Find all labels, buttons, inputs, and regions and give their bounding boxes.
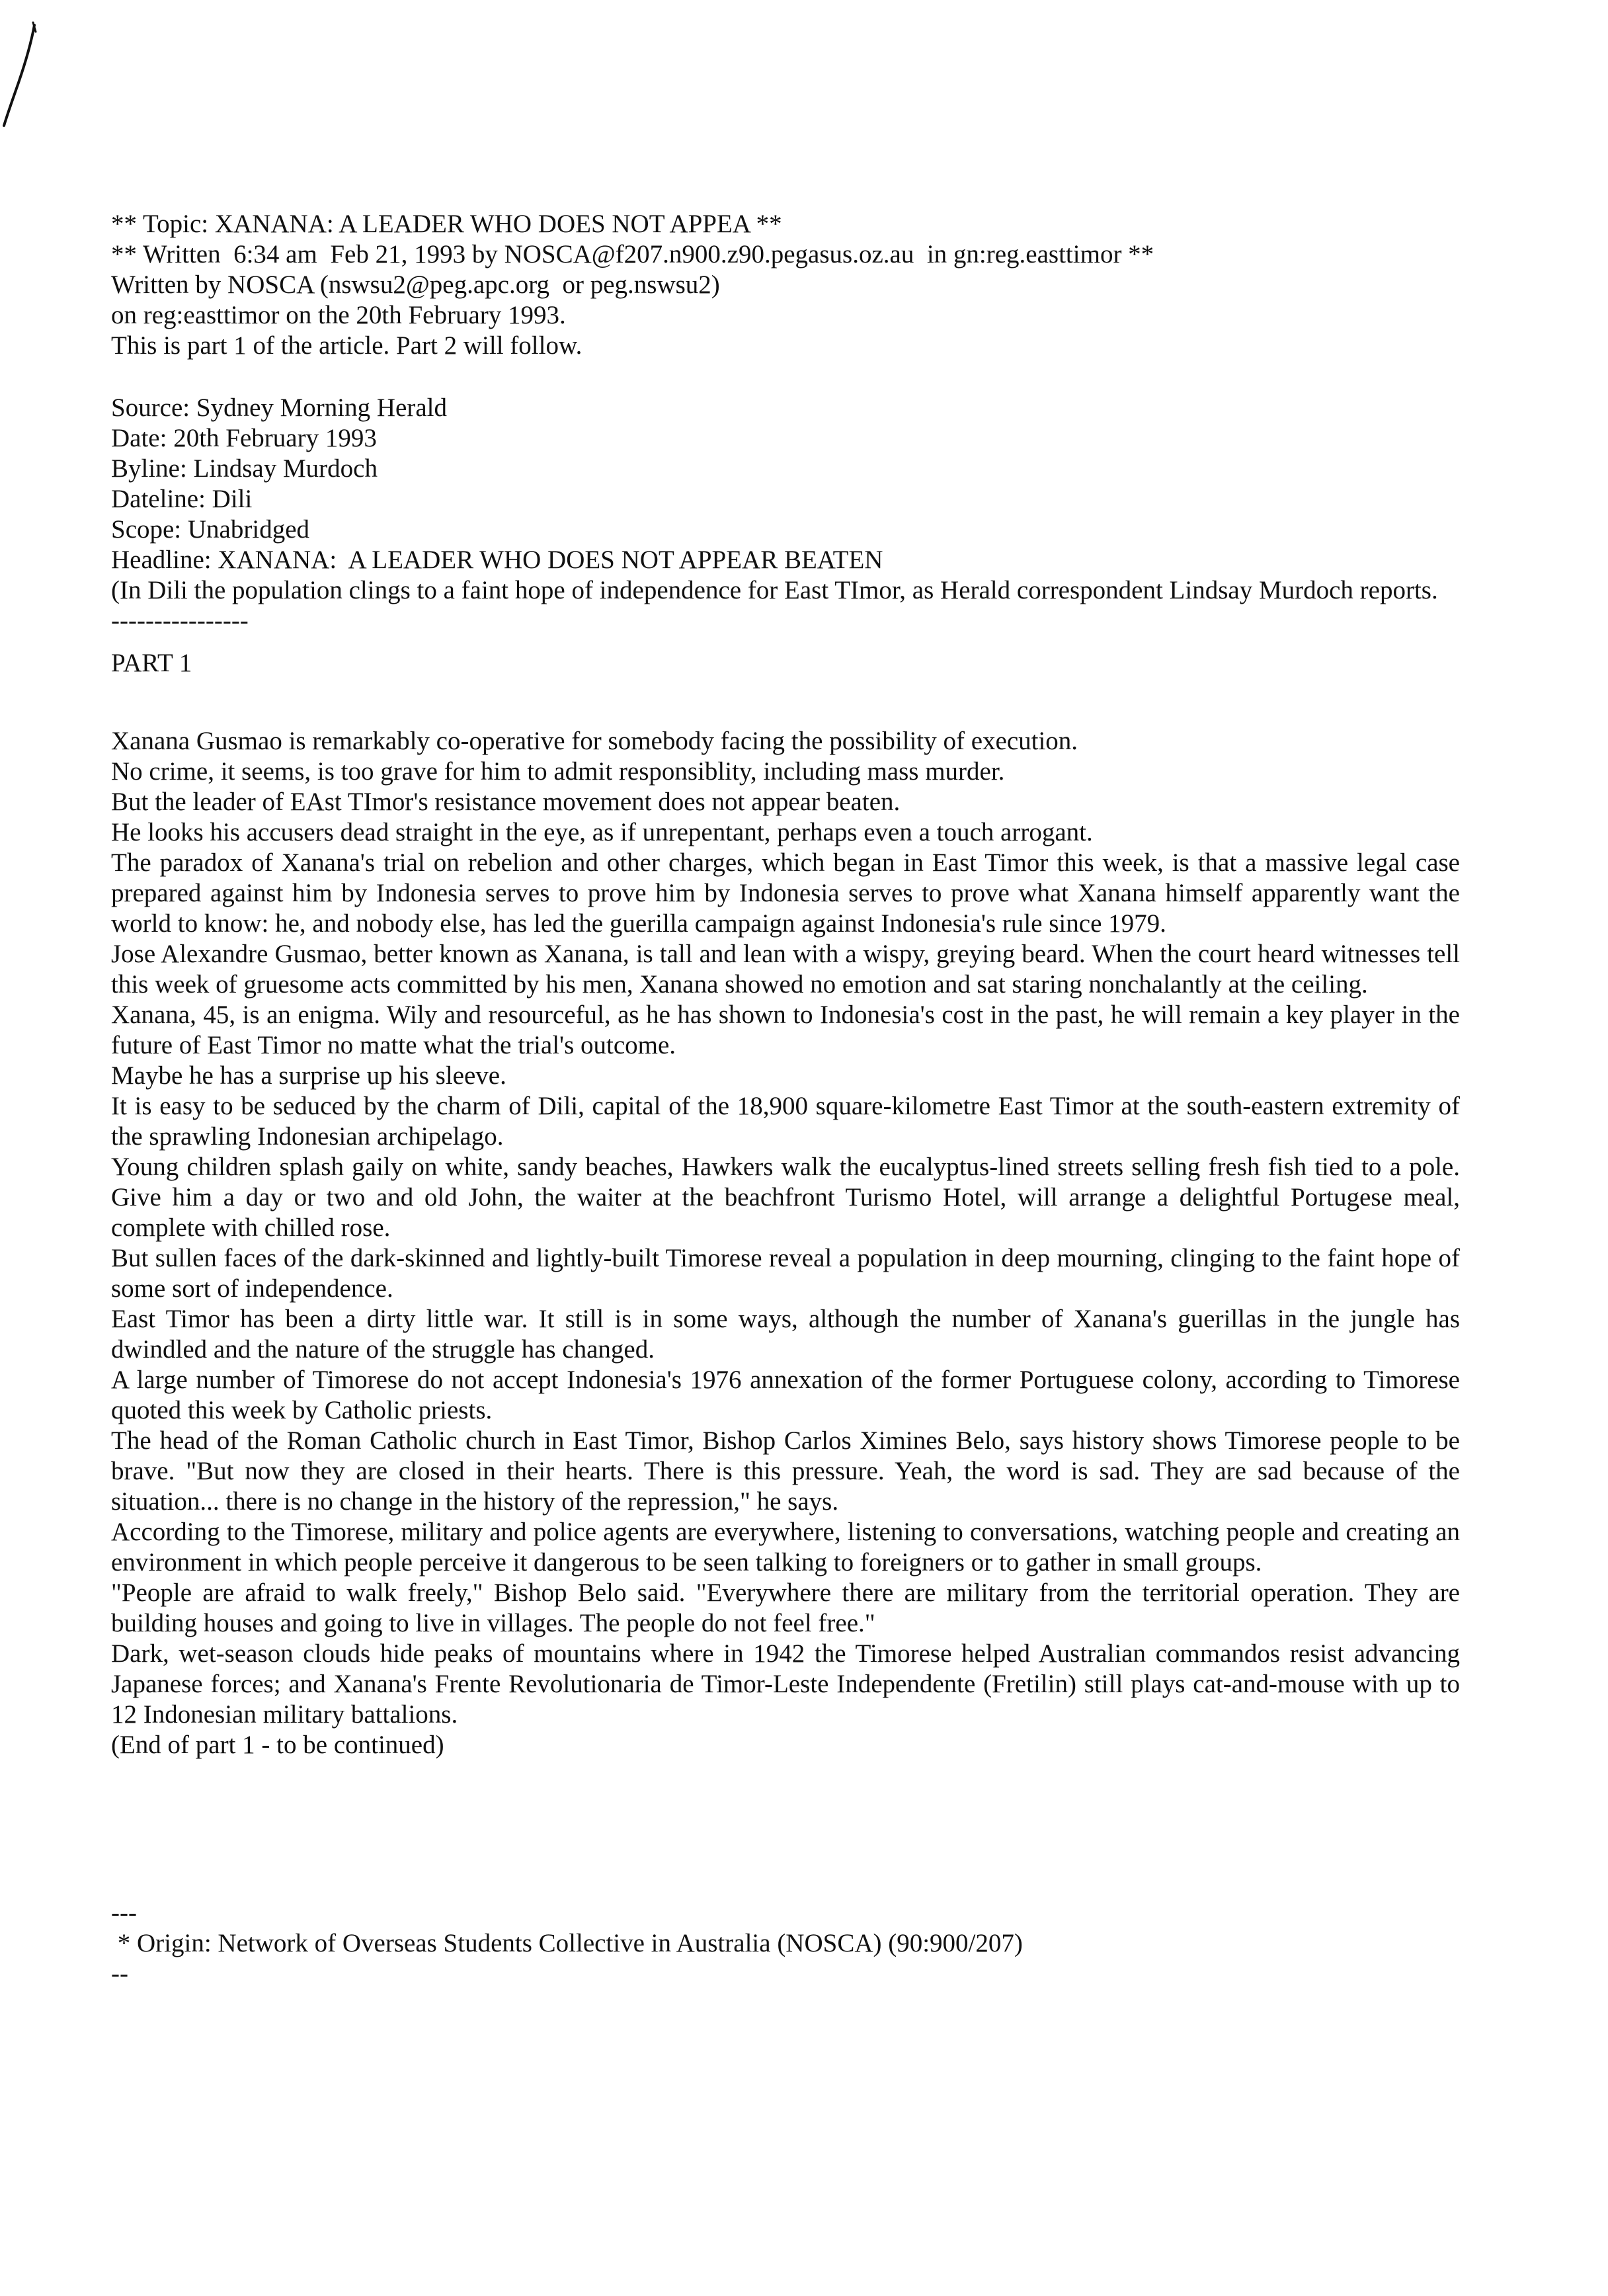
body-paragraph: "People are afraid to walk freely," Bishop Belo said. "Everywhere there are military from the territorial operation. They are building houses and going to live in villages. The people do not feel free." — [111, 1578, 1460, 1637]
body-paragraph: Jose Alexandre Gusmao, better known as Xanana, is tall and lean with a wispy, greying beard. When the court heard witnesses tell this week of gruesome acts committed by his men, Xanana showed no emotion and sat staring nonchalantly at the ceiling. — [111, 940, 1460, 999]
body-paragraph: The head of the Roman Catholic church in East Timor, Bishop Carlos Ximines Belo, says history shows Timorese people to be brave. "But now they are closed in their hearts. There is this pressure. Yeah, the word is sad. They are sad because of the situation... there is no change in the history of the repression," he says. — [111, 1426, 1460, 1516]
body-paragraph: Xanana, 45, is an enigma. Wily and resourceful, as he has shown to Indonesia's cost in the past, he will remain a key player in the future of East Timor no matte what the trial's outcome. — [111, 1001, 1460, 1059]
body-paragraph: But sullen faces of the dark-skinned and lightly-built Timorese reveal a population in deep mourning, clinging to the faint hope of some sort of independence. — [111, 1244, 1460, 1303]
body-paragraph: Dark, wet-season clouds hide peaks of mountains where in 1942 the Timorese helped Australian commandos resist advancing Japanese forces; and Xanana's Frente Revolutionaria de Timor-Leste Independente (Fretilin) still plays cat-and-mouse with up to 12 Indonesian military battalions. — [111, 1639, 1460, 1729]
body-paragraph: Xanana Gusmao is remarkably co-operative for somebody facing the possibility of execution. — [111, 727, 1078, 755]
part-note-line: This is part 1 of the article. Part 2 will follow. — [111, 331, 583, 360]
footer-dashes: -- — [111, 1959, 128, 1988]
body-paragraph: East Timor has been a dirty little war. It still is in some ways, although the number of Xanana's guerillas in the jungle has dwindled and the nature of the struggle has changed. — [111, 1305, 1460, 1364]
dateline-line: Dateline: Dili — [111, 485, 253, 513]
body-paragraph: He looks his accusers dead straight in the eye, as if unrepentant, perhaps even a touch arrogant. — [111, 818, 1093, 846]
footer-dashes: --- — [111, 1899, 137, 1927]
separator-rule: ---------------- — [111, 606, 249, 635]
body-paragraph: According to the Timorese, military and police agents are everywhere, listening to conversations, watching people and creating an environment in which people perceive it dangerous to be seen talking to foreigners or to gather in small groups. — [111, 1518, 1460, 1577]
conference-line: on reg:easttimor on the 20th February 1993. — [111, 301, 566, 329]
origin-line: * Origin: Network of Overseas Students Collective in Australia (NOSCA) (90:900/207) — [111, 1929, 1023, 1957]
body-paragraph: But the leader of EAst TImor's resistance movement does not appear beaten. — [111, 788, 901, 816]
body-paragraph: It is easy to be seduced by the charm of Dili, capital of the 18,900 square-kilometre East Timor at the south-eastern extremity of the sprawling Indonesian archipelago. — [111, 1092, 1460, 1151]
written-line: ** Written 6:34 am Feb 21, 1993 by NOSCA@f207.n900.z90.pegasus.oz.au in gn:reg.easttimor ** — [111, 240, 1154, 268]
intro-paragraph: (In Dili the population clings to a faint hope of independence for East TImor, as Herald correspondent Lindsay Murdoch reports. — [111, 576, 1438, 604]
article-metadata — [111, 393, 1460, 678]
scope-line: Scope: Unabridged — [111, 515, 310, 544]
body-paragraph: A large number of Timorese do not accept Indonesia's 1976 annexation of the former Portuguese colony, according to Timorese quoted this week by Catholic priests. — [111, 1366, 1460, 1424]
part-heading: PART 1 — [111, 649, 192, 677]
headline-line: Headline: XANANA: A LEADER WHO DOES NOT APPEAR BEATEN — [111, 546, 883, 574]
article-body — [111, 726, 1460, 1760]
author-line: Written by NOSCA (nswsu2@peg.apc.org or peg.nswsu2) — [111, 270, 720, 299]
message-header — [111, 209, 1460, 361]
byline-line: Byline: Lindsay Murdoch — [111, 454, 378, 483]
source-line: Source: Sydney Morning Herald — [111, 393, 447, 422]
body-paragraph: No crime, it seems, is too grave for him to admit responsiblity, including mass murder. — [111, 757, 1005, 786]
topic-line: ** Topic: XANANA: A LEADER WHO DOES NOT APPEA ** — [111, 210, 782, 238]
body-paragraph: Maybe he has a surprise up his sleeve. — [111, 1061, 506, 1090]
message-footer — [111, 1898, 1460, 1989]
end-note: (End of part 1 - to be continued) — [111, 1731, 444, 1759]
body-paragraph: Young children splash gaily on white, sandy beaches, Hawkers walk the eucalyptus-lined streets selling fresh fish tied to a pole. Give him a day or two and old John, the waiter at the beachfront Turismo Hotel, will arrange a delightful Portugese meal, complete with chilled rose. — [111, 1153, 1460, 1242]
date-line: Date: 20th February 1993 — [111, 424, 377, 452]
body-paragraph: The paradox of Xanana's trial on rebelion and other charges, which began in East Timor this week, is that a massive legal case prepared against him by Indonesia serves to prove him by Indonesia serves to prove what Xanana himself apparently want the world to know: he, and nobody else, has led the guerilla campaign against Indonesia's rule since 1979. — [111, 848, 1460, 938]
pen-mark-scribble — [0, 20, 40, 132]
